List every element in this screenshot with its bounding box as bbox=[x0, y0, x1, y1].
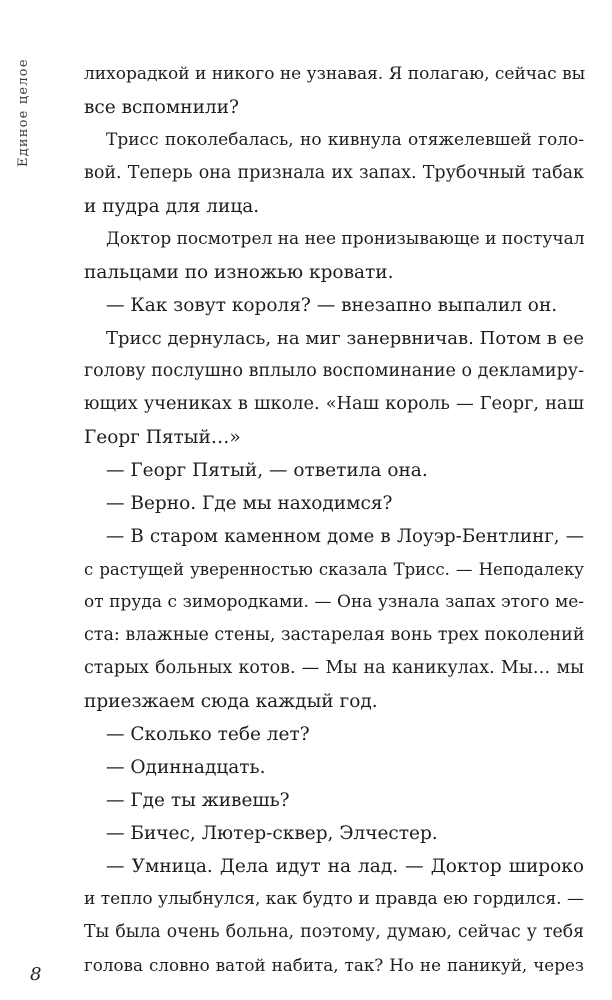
text-line: от пруда с зимородками. — Она узнала запах этого ме- bbox=[84, 592, 584, 612]
page-number: 8 bbox=[30, 964, 42, 985]
text-line: — Бичес, Лютер-сквер, Элчестер. bbox=[106, 823, 438, 844]
text-line: ющих учениках в школе. «Наш король — Георг, наш bbox=[84, 394, 584, 414]
text-line: ста: влажные стены, застарелая вонь трех поколений bbox=[84, 625, 585, 645]
text-line: Георг Пятый…» bbox=[84, 427, 241, 448]
text-line: и пудра для лица. bbox=[84, 196, 260, 217]
text-line: лихорадкой и никого не узнавая. Я полагаю, сейчас вы bbox=[84, 64, 586, 84]
text-line: голова словно ватой набита, так? Но не паникуй, через bbox=[84, 955, 584, 975]
text-line: Трисс поколебалась, но кивнула отяжелевшей голо- bbox=[106, 130, 584, 150]
text-line: приезжаем сюда каждый год. bbox=[84, 691, 378, 712]
text-line: — Георг Пятый, — ответила она. bbox=[106, 460, 428, 481]
text-line: — Сколько тебе лет? bbox=[106, 724, 310, 745]
text-line: вой. Теперь она признала их запах. Трубочный табак bbox=[84, 163, 584, 183]
text-line: — Умница. Дела идут на лад. — Доктор широко bbox=[106, 856, 584, 877]
text-line: — Где ты живешь? bbox=[106, 790, 290, 811]
text-line: и тепло улыбнулся, как будто и правда ею гордился. — bbox=[84, 889, 584, 909]
text-line: — В старом каменном доме в Лоуэр-Бентлинг, — bbox=[106, 526, 584, 547]
text-line: Ты была очень больна, поэтому, думаю, сейчас у тебя bbox=[84, 922, 584, 942]
text-line: — Как зовут короля? — внезапно выпалил он. bbox=[106, 295, 558, 316]
text-line: — Одиннадцать. bbox=[106, 757, 266, 778]
text-line: голову послушно вплыло воспоминание о декламиру- bbox=[84, 361, 584, 381]
running-head: Единое целое bbox=[16, 58, 31, 167]
text-line: все вспомнили? bbox=[84, 97, 239, 118]
body-text bbox=[84, 58, 584, 982]
text-line: — Верно. Где мы находимся? bbox=[106, 493, 393, 514]
text-line: Трисс дернулась, на миг занервничав. Потом в ее bbox=[106, 328, 584, 349]
text-line: старых больных котов. — Мы на каникулах. Мы… мы bbox=[84, 658, 584, 678]
text-line: Доктор посмотрел на нее пронизывающе и постучал bbox=[106, 229, 585, 249]
text-line: пальцами по изножью кровати. bbox=[84, 262, 394, 283]
text-line: с растущей уверенностью сказала Трисс. — Неподалеку bbox=[84, 560, 584, 579]
